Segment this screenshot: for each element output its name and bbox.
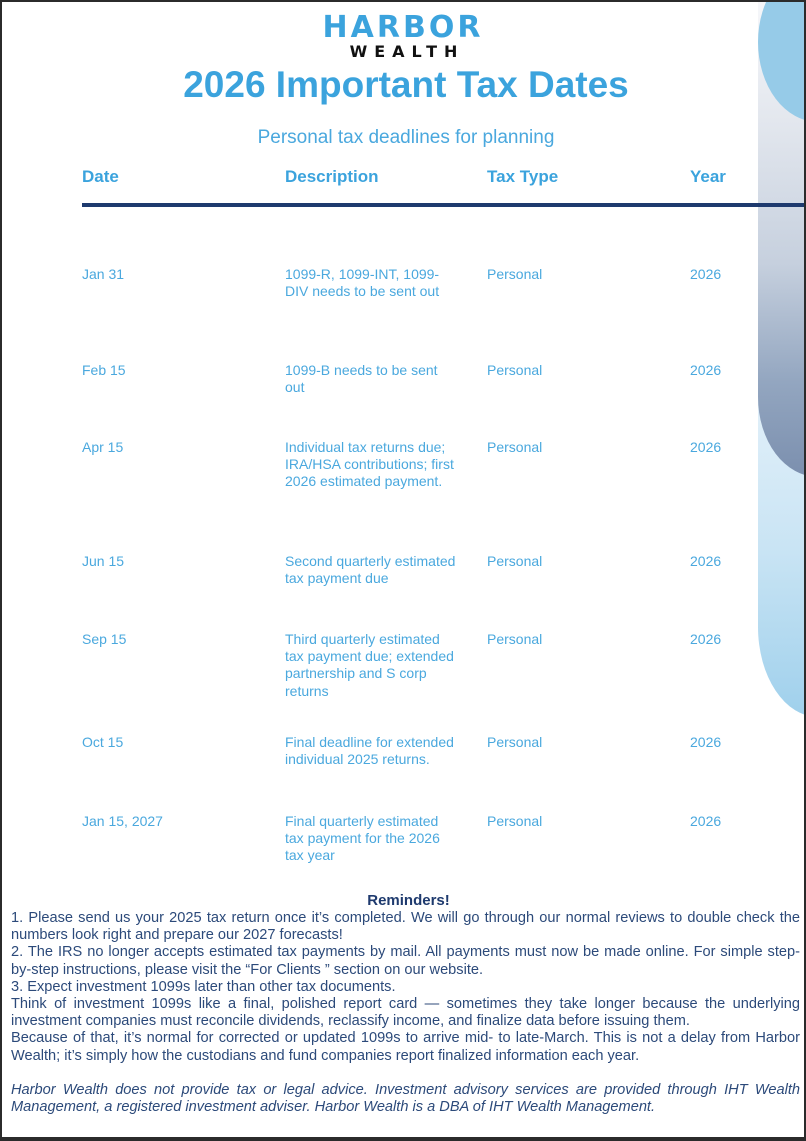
cell-date: Oct 15 (82, 734, 124, 750)
cell-date: Jun 15 (82, 553, 125, 569)
cell-tax-type: Personal (487, 813, 543, 829)
column-header-description: Description (285, 167, 379, 186)
cell-date: Jan 15, 2027 (82, 813, 163, 829)
cell-description: Second quarterly estimated tax payment due (285, 553, 456, 587)
cell-tax-type: Personal (487, 362, 543, 378)
cell-year: 2026 (690, 553, 722, 569)
cell-tax-type: Personal (487, 553, 543, 569)
reminder-item: 2. The IRS no longer accepts estimated tax payments by mail. All payments must now be made online. For simple step-by-step instructions, please visit the “For Clients ” section on our website. (11, 944, 800, 978)
cell-year: 2026 (690, 266, 722, 282)
document-page (2, 2, 804, 1137)
cell-date: Sep 15 (82, 631, 127, 647)
logo-wealth: WEALTH (349, 42, 465, 61)
reminder-item: Think of investment 1099s like a final, polished report card — sometimes they take longer because the underlying investment companies must reconcile dividends, reclassify income, and finalize data before issuing them. (11, 996, 800, 1030)
cell-year: 2026 (690, 362, 722, 378)
cell-description: Third quarterly estimated tax payment due; extended partnership and S corp returns (285, 631, 454, 699)
cell-tax-type: Personal (487, 734, 543, 750)
column-header-date: Date (82, 167, 119, 186)
cell-year: 2026 (690, 631, 722, 647)
page-subtitle: Personal tax deadlines for planning (257, 127, 555, 148)
cell-description: 1099-R, 1099-INT, 1099-DIV needs to be sent out (285, 266, 440, 300)
reminders-heading: Reminders! (367, 892, 450, 909)
cell-tax-type: Personal (487, 266, 543, 282)
reminders-section (11, 892, 800, 1116)
legal-disclaimer: Harbor Wealth does not provide tax or legal advice. Investment advisory services are provided through IHT Wealth Management, a registered investment adviser. Harbor Wealth is a DBA of IHT Wealth Management. (11, 1081, 800, 1116)
page-title: 2026 Important Tax Dates (183, 64, 629, 105)
cell-description: Individual tax returns due; IRA/HSA contributions; first 2026 estimated payment. (285, 439, 454, 490)
cell-date: Feb 15 (82, 362, 126, 378)
column-header-tax-type: Tax Type (487, 167, 559, 186)
reminder-item: 3. Expect investment 1099s later than other tax documents. (11, 978, 396, 995)
cell-tax-type: Personal (487, 439, 543, 455)
cell-date: Jan 31 (82, 266, 125, 282)
cell-year: 2026 (690, 734, 722, 750)
reminder-item: 1. Please send us your 2025 tax return once it’s completed. We will go through our normal reviews to double check the numbers look right and prepare our 2027 forecasts! (11, 910, 800, 944)
cell-year: 2026 (690, 439, 722, 455)
decorative-side-panel (758, 2, 804, 722)
cell-description: Final deadline for extended individual 2025 returns. (285, 734, 454, 768)
cell-description: 1099-B needs to be sent out (285, 362, 438, 396)
header-divider (82, 203, 804, 207)
cell-description: Final quarterly estimated tax payment for the 2026 tax year (285, 813, 440, 864)
cell-date: Apr 15 (82, 439, 124, 455)
logo-harbor: HARBOR (322, 10, 484, 45)
cell-year: 2026 (690, 813, 722, 829)
reminder-item: Because of that, it’s normal for corrected or updated 1099s to arrive mid- to late-March. This is not a delay from Harbor Wealth; it’s simply how the custodians and fund companies report finalized information each year. (11, 1030, 800, 1064)
column-header-year: Year (690, 167, 726, 186)
cell-tax-type: Personal (487, 631, 543, 647)
